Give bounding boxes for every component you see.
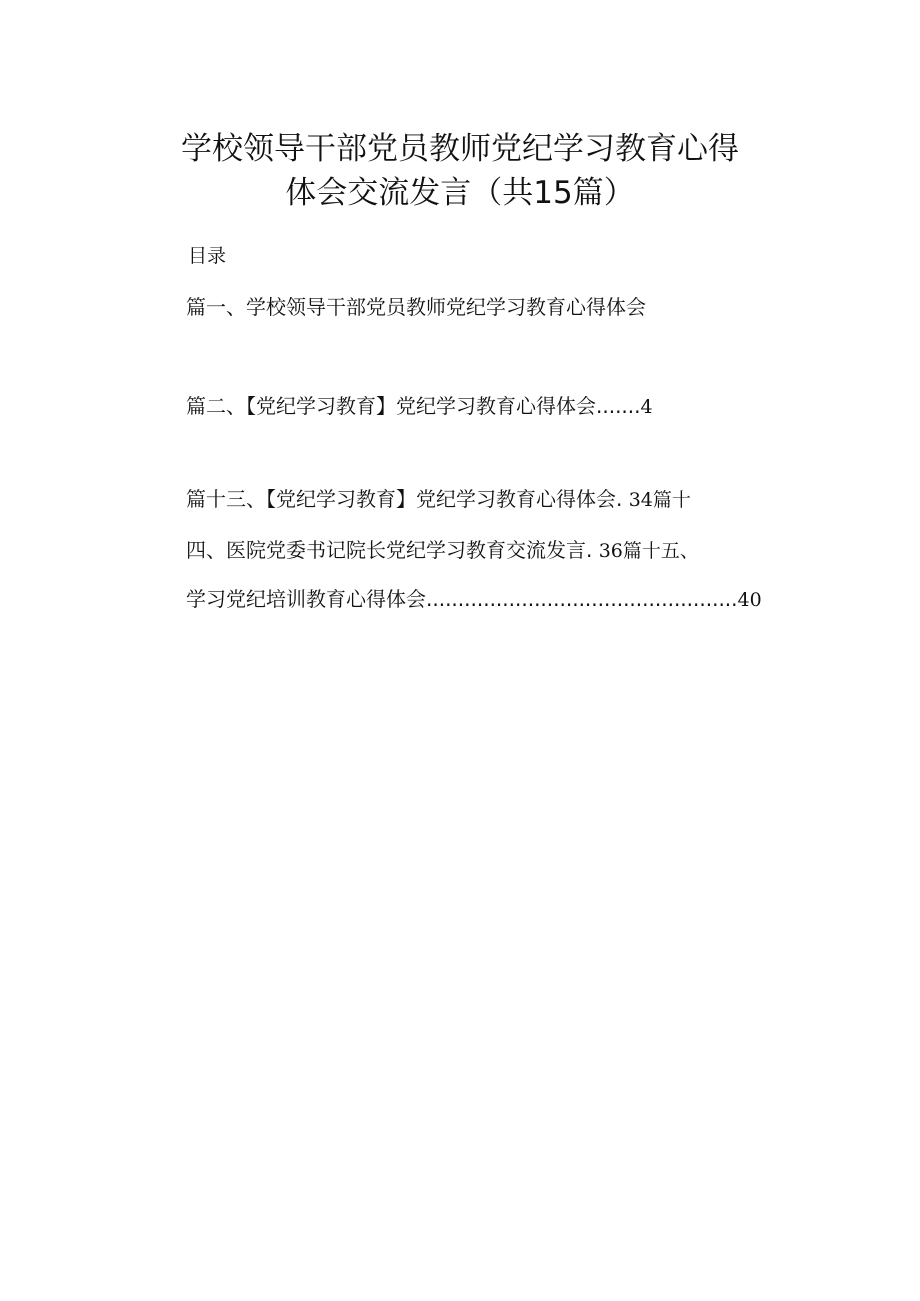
toc-entry-text: 篇二、【党纪学习教育】党纪学习教育心得体会....... xyxy=(186,394,641,418)
toc-entry-page: 34篇十 xyxy=(628,489,691,511)
toc-heading: 目录 xyxy=(188,245,227,267)
document-title-line-1: 学校领导干部党员教师党纪学习教育心得 xyxy=(181,131,739,167)
toc-entry-page: 36篇十五、 xyxy=(598,540,699,562)
toc-entry xyxy=(186,391,653,422)
toc-entry-text: 篇十三、【党纪学习教育】党纪学习教育心得体会. xyxy=(186,487,629,511)
toc-entry xyxy=(186,584,762,615)
document-title-line-2: 体会交流发言（共15篇） xyxy=(285,175,635,211)
toc-entry-text: 篇一、学校领导干部党员教师党纪学习教育心得体会 xyxy=(186,295,646,319)
toc-entry xyxy=(186,535,699,566)
toc-entry xyxy=(186,292,646,322)
toc-entry-page: 40 xyxy=(737,589,762,611)
toc-entry-page: 4 xyxy=(640,396,653,418)
toc-entry-text: 学习党纪培训教育心得体会................................................. xyxy=(186,587,738,611)
toc-entry-text: 四、医院党委书记院长党纪学习教育交流发言. xyxy=(186,538,599,562)
toc-entry xyxy=(186,484,691,515)
